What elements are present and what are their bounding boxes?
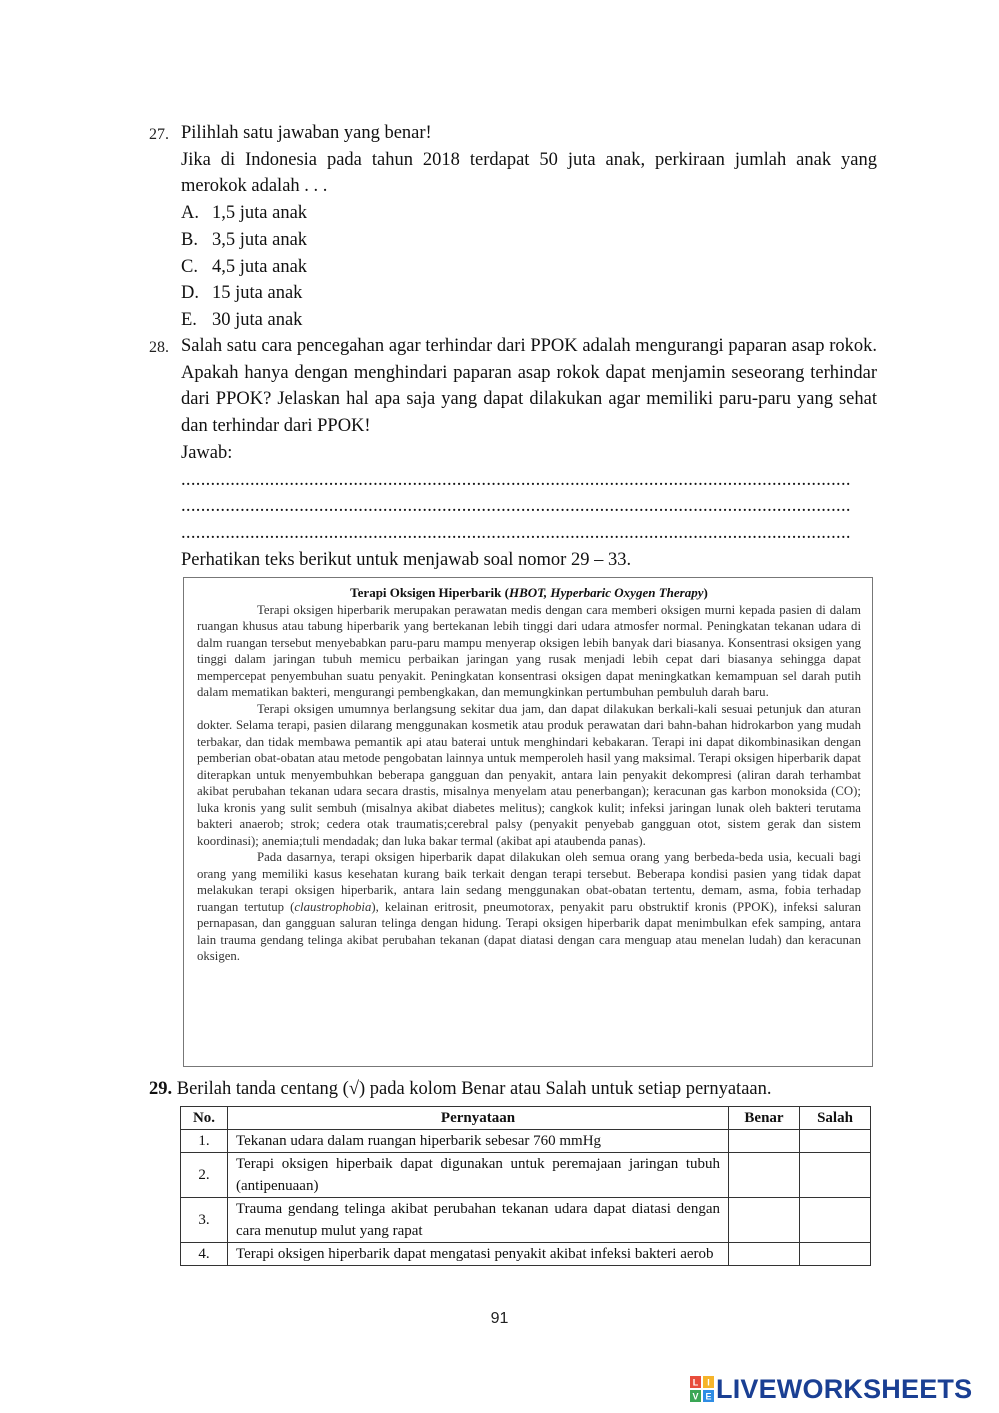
- question-text: Salah satu cara pencegahan agar terhindar dari PPOK adalah mengurangi paparan asap rokok. Apakah hanya dengan menghindari paparan asap rokok dapat menjamin seseorang terhindar dari PPOK? Jelaskan hal apa saja yang dapat dilakukan agar memiliki paru-paru yang sehat dan terhindar dari PPOK!: [181, 336, 877, 437]
- table-row: 4. Terapi oksigen hiperbarik dapat mengatasi penyakit akibat infeksi bakteri aerob: [181, 1243, 871, 1266]
- reading-passage: [183, 577, 873, 1067]
- question-27: [149, 120, 877, 334]
- liveworksheets-logo-icon: [690, 1376, 714, 1402]
- option-c[interactable]: C. 4,5 juta anak: [181, 256, 308, 277]
- header-statement: Pernyataan: [228, 1107, 729, 1130]
- question-29-instruction: 29. Berilah tanda centang (√) pada kolom Benar atau Salah untuk setiap pernyataan.: [149, 1079, 772, 1099]
- header-true: Benar: [729, 1107, 800, 1130]
- reading-paragraph: Pada dasarnya, terapi oksigen hiperbarik dapat dilakukan oleh semua orang yang berbeda-beda usia, kecuali bagi orang yang memiliki kasus kesehatan kurang baik terkait dengan terapi tersebut. Beberapa kondisi pasien yang tidak dapat melakukan terapi oksigen hiperbarik, antara lain sedang menggunakan obat-obatan tertentu, demam, asma, fobia terhadap ruangan tertutup (claustrophobia), kelainan eritrosit, pneumotorax, penyakit paru obstruktif kronis (PPOK), infeksi saluran pernapasan, dan gangguan saluran telinga dengan hidung. Terapi oksigen hiperbarik dapat menimbulkan efek samping, antara lain trauma gendang telinga akibat perubahan tekanan (dapat diatasi dengan cara menguap atau menelan ludah) dan keracunan oksigen.: [197, 850, 861, 963]
- svg-text:E: E: [705, 1391, 712, 1402]
- option-b[interactable]: B. 3,5 juta anak: [181, 229, 308, 250]
- header-no: No.: [181, 1107, 228, 1130]
- table-row: 1. Tekanan udara dalam ruangan hiperbarik sebesar 760 mmHg: [181, 1130, 871, 1153]
- question-text: Jika di Indonesia pada tahun 2018 terdapat 50 juta anak, perkiraan jumlah anak yang merokok adalah . . .: [181, 149, 877, 197]
- page-number: 91: [490, 1310, 509, 1327]
- statement-table: [180, 1106, 871, 1266]
- reading-paragraph: Terapi oksigen hiperbarik merupakan perawatan medis dengan cara memberi oksigen murni kepada pasien di dalam ruangan khusus atau tabung hiperbarik yang bertekanan lebih tinggi dari udara atmosfer normal. Peningkatan tekanan udara di dalm ruangan tersebut menyebabkan paru-paru mampu menyerap oksigen lebih banyak dari biasanya. Konsentrasi oksigen yang tinggi dalam jaringan tubuh memicu perbaikan jaringan yang rusak menjadi lebih cepat dari biasanya sehingga dapat mempercepat penyembuhan suatu penyakit. Peningkatan konsentrasi oksigen dapat meningkatkan kemampuan sel darah putih dalam mematikan bakteri, mengurangi pembengkakan, dan memungkinkan pertumbuhan pembuluh darah baru.: [197, 602, 861, 699]
- reading-instruction: Perhatikan teks berikut untuk menjawab soal nomor 29 – 33.: [181, 549, 632, 570]
- option-d[interactable]: D. 15 juta anak: [181, 283, 303, 304]
- question-number: 28.: [149, 339, 169, 356]
- true-cell[interactable]: [729, 1243, 800, 1266]
- false-cell[interactable]: [800, 1198, 871, 1243]
- svg-text:L: L: [692, 1377, 699, 1388]
- question-number: 27.: [149, 126, 169, 143]
- question-instruction: Pilihlah satu jawaban yang benar!: [181, 123, 432, 143]
- answer-line[interactable]: ........................................................................................................................................: [181, 496, 851, 517]
- svg-text:V: V: [692, 1391, 699, 1402]
- table-row: 3. Trauma gendang telinga akibat perubahan tekanan udara dapat diatasi dengan cara menutup mulut yang rapat: [181, 1198, 871, 1243]
- question-28: [149, 333, 877, 573]
- reading-paragraph: Terapi oksigen umumnya berlangsung sekitar dua jam, dan dapat dilakukan berkali-kali sesuai petunjuk dan aturan dokter. Selama terapi, pasien dilarang menggunakan kosmetik atau produk perawatan dari bahn-bahan hidrokarbon yang mudah terbakar, dan tidak membawa pemantik api atau baterai untuk menghindari kebakaran. Terapi ini dapat dikombinasikan dengan pemberian obat-obatan atau metode pengobatan lainnya untuk memperoleh hasil yang maksimal. Terapi oksigen hiperbarik dapat diterapkan untuk menyembuhkan beberapa gangguan dan penyakit, antara lain penyakit dekompresi (aliran darah terhambat akibat perubahan tekanan udara secara drastis, misalnya menyelam atau penerbangan); keracunan gas karbon monoksida (CO); luka kronis yang sulit sembuh (misalnya akibat diabetes melitus); cangkok kulit; infeksi jaringan lunak oleh bakteri terutama bakteri anaerob; strok; cedera otak traumatis;cerebral palsy (penyakit penyebab gangguan otot, sistem gerak dan sistem koordinasi); anemia;tuli mendadak; dan luka bakar termal (akibat api ataubenda panas).: [197, 701, 861, 848]
- answer-line[interactable]: ........................................................................................................................................: [181, 522, 851, 543]
- true-cell[interactable]: [729, 1198, 800, 1243]
- question-number: 29.: [149, 1079, 173, 1099]
- svg-text:I: I: [707, 1377, 710, 1388]
- header-false: Salah: [800, 1107, 871, 1130]
- true-cell[interactable]: [729, 1130, 800, 1153]
- reading-title: Terapi Oksigen Hiperbarik (HBOT, Hyperbaric Oxygen Therapy): [350, 585, 708, 600]
- true-cell[interactable]: [729, 1153, 800, 1198]
- false-cell[interactable]: [800, 1243, 871, 1266]
- table-row: 2. Terapi oksigen hiperbaik dapat digunakan untuk peremajaan jaringan tubuh (antipenuaan): [181, 1153, 871, 1198]
- false-cell[interactable]: [800, 1153, 871, 1198]
- brand-name: LIVEWORKSHEETS: [716, 1373, 973, 1404]
- liveworksheets-logo: [690, 1374, 972, 1404]
- answer-line[interactable]: ........................................................................................................................................: [181, 469, 851, 490]
- option-e[interactable]: E. 30 juta anak: [181, 309, 303, 330]
- answer-label: Jawab:: [181, 442, 233, 463]
- false-cell[interactable]: [800, 1130, 871, 1153]
- option-a[interactable]: A. 1,5 juta anak: [181, 203, 308, 224]
- table-header-row: [181, 1107, 871, 1130]
